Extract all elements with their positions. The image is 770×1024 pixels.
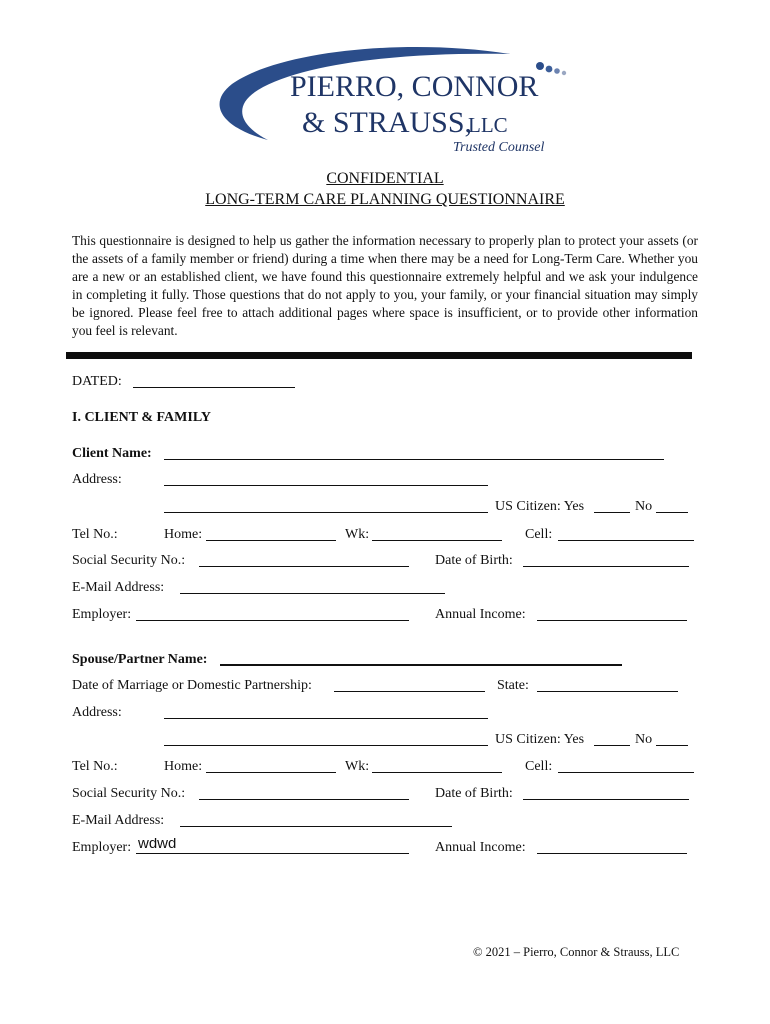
client-income-field[interactable] — [537, 607, 687, 621]
client-address-label: Address: — [72, 472, 122, 487]
spouse-citizen-no-label: No — [635, 732, 653, 747]
client-ssn-field[interactable] — [199, 553, 409, 567]
spouse-citizen-no-field[interactable] — [656, 732, 688, 746]
dated-field[interactable] — [133, 374, 295, 388]
client-citizen-no-label: No — [635, 499, 653, 514]
spouse-dob-label: Date of Birth: — [435, 786, 513, 801]
spouse-citizen-yes-label: US Citizen: Yes — [495, 732, 585, 747]
logo-dot — [554, 68, 560, 74]
spouse-address-line1-field[interactable] — [164, 705, 488, 719]
logo-dot — [562, 71, 566, 75]
logo-llc: LLC — [468, 113, 508, 137]
spouse-name-label: Spouse/Partner Name: — [72, 652, 208, 667]
spouse-employer-label: Employer: — [72, 840, 132, 855]
spouse-email-field[interactable] — [180, 813, 452, 827]
spouse-address-line2-field[interactable] — [164, 732, 488, 746]
client-work-phone-field[interactable] — [372, 527, 502, 541]
logo-line2: & STRAUSS, — [302, 106, 473, 139]
spouse-cell-label: Cell: — [525, 759, 553, 774]
spouse-work-label: Wk: — [345, 759, 370, 774]
spouse-marriage-date-field[interactable] — [334, 678, 485, 692]
client-citizen-yes-field[interactable] — [594, 499, 630, 513]
spouse-address-label: Address: — [72, 705, 122, 720]
copyright-footer: © 2021 – Pierro, Connor & Strauss, LLC — [473, 945, 680, 959]
spouse-email-label: E-Mail Address: — [72, 813, 165, 828]
client-address-line2-field[interactable] — [164, 499, 488, 513]
client-citizen-yes-label: US Citizen: Yes — [495, 499, 585, 514]
client-cell-phone-field[interactable] — [558, 527, 694, 541]
client-cell-label: Cell: — [525, 527, 553, 542]
spouse-dob-field[interactable] — [523, 786, 689, 800]
client-name-field[interactable] — [164, 446, 664, 460]
client-ssn-label: Social Security No.: — [72, 553, 186, 568]
questionnaire-title: LONG-TERM CARE PLANNING QUESTIONNAIRE — [205, 191, 565, 208]
client-work-label: Wk: — [345, 527, 370, 542]
section-heading: I. CLIENT & FAMILY — [72, 410, 211, 425]
spouse-citizen-yes-field[interactable] — [594, 732, 630, 746]
spouse-ssn-label: Social Security No.: — [72, 786, 186, 801]
client-employer-field[interactable] — [136, 607, 409, 621]
spouse-name-field[interactable] — [220, 652, 622, 666]
client-income-label: Annual Income: — [435, 607, 526, 622]
spouse-ssn-field[interactable] — [199, 786, 409, 800]
client-dob-label: Date of Birth: — [435, 553, 513, 568]
spouse-state-field[interactable] — [537, 678, 678, 692]
client-address-line1-field[interactable] — [164, 472, 488, 486]
spouse-home-label: Home: — [164, 759, 203, 774]
company-logo — [210, 40, 580, 160]
client-tel-label: Tel No.: — [72, 527, 118, 542]
client-home-label: Home: — [164, 527, 203, 542]
section-divider — [66, 352, 692, 359]
logo-tagline: Trusted Counsel — [453, 140, 545, 155]
client-citizen-no-field[interactable] — [656, 499, 688, 513]
spouse-income-field[interactable] — [537, 840, 687, 854]
spouse-home-phone-field[interactable] — [206, 759, 336, 773]
client-email-label: E-Mail Address: — [72, 580, 165, 595]
spouse-income-label: Annual Income: — [435, 840, 526, 855]
spouse-marriage-label: Date of Marriage or Domestic Partnership: — [72, 678, 312, 693]
client-name-label: Client Name: — [72, 446, 152, 461]
intro-paragraph: This questionnaire is designed to help us gather the information necessary to properly plan to protect your assets (or the assets of a family member or friend) during a time when there may be a need for Long-Term Care. Whether you are a new or an established client, we have found this questionnaire extremely helpful and we ask your indulgence in completing it fully. Those questions that do not apply to you, your family, or your financial situation may simply be ignored. Please feel free to attach additional pages where space is insufficient, or to provide other information you feel is relevant. — [72, 233, 698, 338]
spouse-employer-field[interactable]: wdwd — [136, 838, 409, 854]
client-home-phone-field[interactable] — [206, 527, 336, 541]
logo-line1: PIERRO, CONNOR — [290, 70, 539, 103]
spouse-state-label: State: — [497, 678, 529, 693]
client-dob-field[interactable] — [523, 553, 689, 567]
client-email-field[interactable] — [180, 580, 445, 594]
logo-dot — [536, 62, 544, 70]
confidential-heading: CONFIDENTIAL — [326, 170, 444, 187]
spouse-tel-label: Tel No.: — [72, 759, 118, 774]
client-employer-label: Employer: — [72, 607, 132, 622]
spouse-cell-phone-field[interactable] — [558, 759, 694, 773]
logo-dot — [546, 66, 553, 73]
spouse-work-phone-field[interactable] — [372, 759, 502, 773]
dated-label: DATED: — [72, 374, 122, 389]
